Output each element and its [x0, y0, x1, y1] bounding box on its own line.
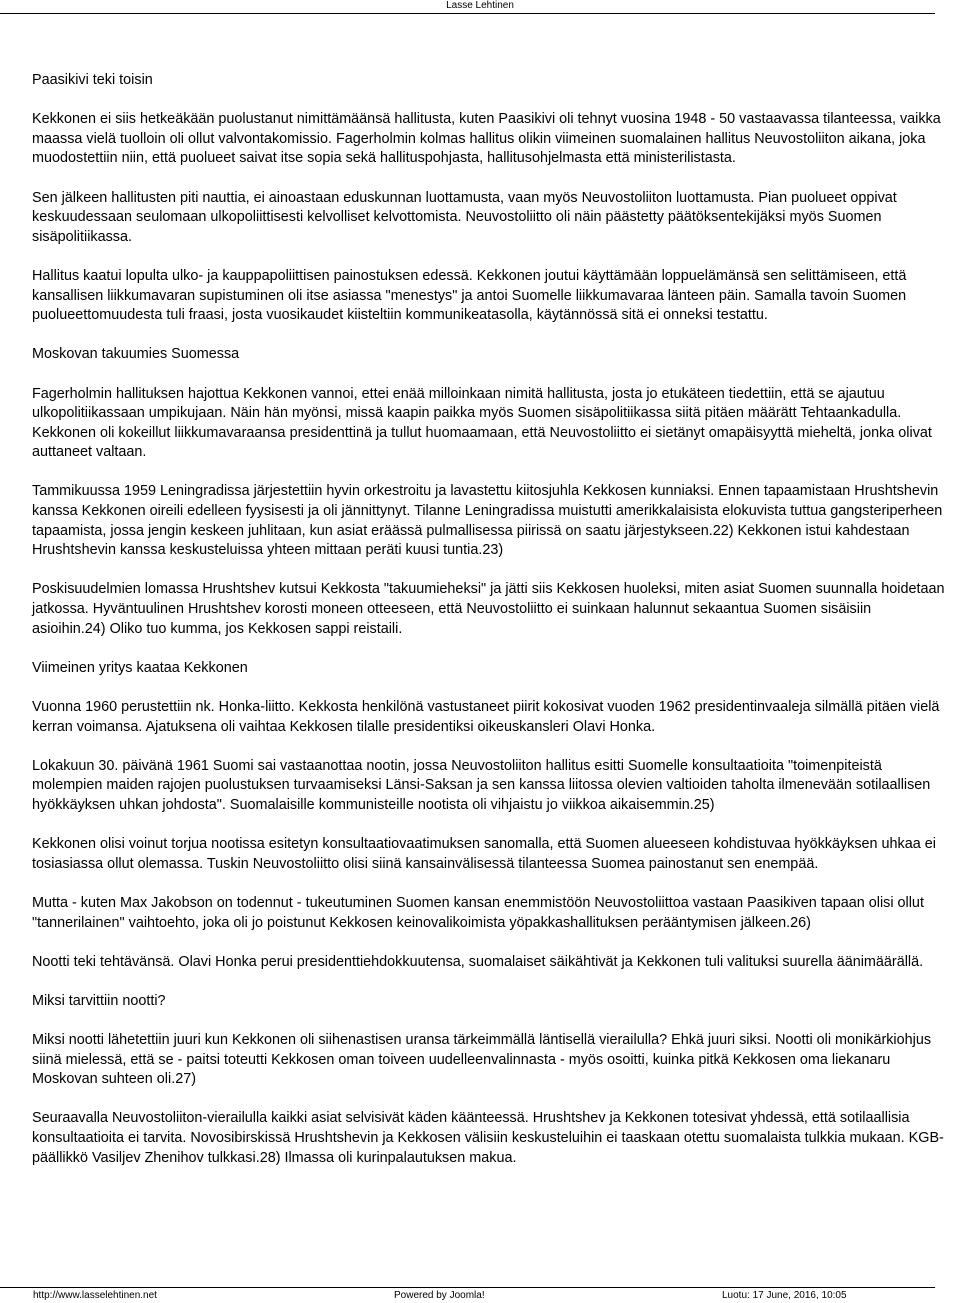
section-heading: Viimeinen yritys kaataa Kekkonen — [32, 659, 248, 676]
section-heading: Moskovan takuumies Suomessa — [32, 346, 240, 363]
footer-created-date: Luotu: 17 June, 2016, 10:05 — [722, 1290, 847, 1301]
paragraph: Hallitus kaatui lopulta ulko- ja kauppapoliittisen painostuksen edessä. Kekkonen joutui käyttämään loppuelämänsä sen selittämiseen, että kansallisen liikkumavaran supistuminen oli itse asiassa "menestys" ja antoi Suomelle liikkumavaraa länteen päin. Samalla tavoin Suomen puolueettomuudesta tuli fraasi, josta vuosikaudet kiisteltiin kommunikeatasolla, käytännössä sitä ei onneksi testattu. — [32, 267, 907, 324]
footer-site-link[interactable]: http://www.lasselehtinen.net — [33, 1290, 157, 1301]
footer-powered-by: Powered by Joomla! — [394, 1290, 485, 1301]
page-footer — [0, 1290, 960, 1303]
paragraph: Nootti teki tehtävänsä. Olavi Honka perui presidenttiehdokkuutensa, suomalaiset säikähtivät ja Kekkonen tuli valituksi suurella äänimäärällä. — [32, 953, 924, 970]
footer-divider — [0, 1287, 935, 1288]
article-body — [32, 71, 947, 1188]
section-heading: Paasikivi teki toisin — [32, 72, 153, 88]
section-heading: Miksi tarvittiin nootti? — [32, 992, 166, 1009]
header-author: Lasse Lehtinen — [446, 0, 514, 11]
paragraph: Sen jälkeen hallitusten piti nauttia, ei ainoastaan eduskunnan luottamusta, vaan myös Neuvostoliiton luottamusta. Pian puolueet oppivat keskuudessaan seulomaan ulkopoliittisesti kelvolliset kelvottomista. Neuvostoliitto oli näin päästetty päätöksentekijäksi myös Suomen sisäpolitiikassa. — [32, 189, 897, 245]
paragraph: Mutta - kuten Max Jakobson on todennut - tukeutuminen Suomen kansan enemmistöön Neuvostoliittoa vastaan Paasikiven tapaan olisi ollut "tannerilainen" vaihtoehto, joka oli jo poistunut Kekkosen keinovalikoimista yöpakkashallituksen perääntymisen jälkeen.26) — [32, 894, 924, 931]
paragraph: Kekkonen ei siis hetkeäkään puolustanut nimittämäänsä hallitusta, kuten Paasikivi oli tehnyt vuosina 1948 - 50 vastaavassa tilanteessa, vaikka maassa vielä tuolloin oli ollut valvontakomissio. Fagerholmin kolmas hallitus olikin viimeinen suomalainen hallitus Neuvostoliiton aikana, joka muodostettiin niin, että puolueet saivat itse sopia sekä hallituspohjasta, hallitusohjelmasta että ministerilistasta. — [32, 111, 941, 167]
paragraph: Seuraavalla Neuvostoliiton-vierailulla kaikki asiat selvisivät käden käänteessä. Hrushtshev ja Kekkonen totesivat yhdessä, että sotilaallisia konsultaatioita ei tarvita. Novosibirskissä Hrushtshevin ja Kekkosen välisiin keskusteluihin ei taaskaan otettu suomalaista tulkkia mukaan. KGB-päällikkö Vasiljev Zhenihov tulkkasi.28) Ilmassa oli kurinpalautuksen makua. — [32, 1110, 944, 1166]
paragraph: Tammikuussa 1959 Leningradissa järjestettiin hyvin orkestroitu ja lavastettu kiitosjuhla Kekkosen kunniaksi. Ennen tapaamistaan Hrushtshevin kanssa Kekkonen oireili edelleen fyysisesti ja oli jännittynyt. Tilanne Leningradissa muistutti amerikkalaisista elokuvista tuttua gangsteriperheen tapaamista, jossa jengin keskeen juhlitaan, kun asiat eräässä pulmallisessa piirissä on saatu järjestykseen.22) Kekkonen istui kahdestaan Hrushtshevin kanssa keskusteluissa yhteen mittaan peräti kuusi tuntia.23) — [32, 483, 943, 559]
paragraph: Vuonna 1960 perustettiin nk. Honka-liitto. Kekkosta henkilönä vastustaneet piirit kokosivat vuoden 1962 presidentinvaaleja silmällä pitäen vielä kerran voimansa. Ajatuksena oli vaihtaa Kekkosen tilalle presidentiksi oikeuskansleri Olavi Honka. — [32, 699, 940, 735]
paragraph: Fagerholmin hallituksen hajottua Kekkonen vannoi, ettei enää milloinkaan nimitä hallitusta, josta jo etukäteen tiedettiin, että se ajautuu ulkopolitiikassaan umpikujaan. Näin hän myönsi, missä kaapin paikka myös Suomen sisäpolitiikassa siitä pitäen määrätt Tehtaankadulla. Kekkonen oli kokeillut liikkumavaraansa presidenttinä ja tullut huomaamaan, että Neuvostoliitto ei sietänyt omapäisyyttä mieheltä, jonka olivat auttaneet valtaan. — [32, 385, 932, 461]
page-header — [0, 0, 960, 14]
header-divider — [0, 13, 935, 14]
paragraph: Kekkonen olisi voinut torjua nootissa esitetyn konsultaatiovaatimuksen sanomalla, että Suomen alueeseen kohdistuvaa hyökkäyksen uhkaa ei tosiasiassa ollut olemassa. Tuskin Neuvostoliitto olisi siinä kansainvälisessä tilanteessa Suomea painostanut sen enempää. — [32, 836, 936, 872]
paragraph: Miksi nootti lähetettiin juuri kun Kekkonen oli siihenastisen uransa tärkeimmällä läntisellä vierailulla? Ehkä juuri siksi. Nootti oli monikärkiohjus siinä mielessä, että se - paitsi toteutti Kekkosen oman toiveen uudelleenvalinnasta - myös osoitti, kuinka pitkä Kekkosen oma liekanaru Moskovan suhteen oli.27) — [32, 1032, 932, 1088]
paragraph: Poskisuudelmien lomassa Hrushtshev kutsui Kekkosta "takuumieheksi" ja jätti siis Kekkosen huoleksi, miten asiat Suomen suunnalla hoidetaan jatkossa. Hyväntuulinen Hrushtshev korosti moneen otteeseen, että Neuvostoliitto ei suinkaan halunnut sekaantua Suomen sisäisiin asioihin.24) Oliko tuo kumma, jos Kekkosen sappi reistaili. — [32, 581, 945, 637]
paragraph: Lokakuun 30. päivänä 1961 Suomi sai vastaanottaa nootin, jossa Neuvostoliiton hallitus esitti Suomelle konsultaatioita "toimenpiteistä molempien maiden rajojen puolustuksen turvaamiseksi Länsi-Saksan ja sen kanssa liitossa olevien valtioiden taholta ilmenevään sotilaallisen hyökkäyksen uhkan johdosta". Suomalaisille kommunisteille nootista oli vihjaistu jo viikkoa aikaisemmin.25) — [32, 757, 931, 813]
